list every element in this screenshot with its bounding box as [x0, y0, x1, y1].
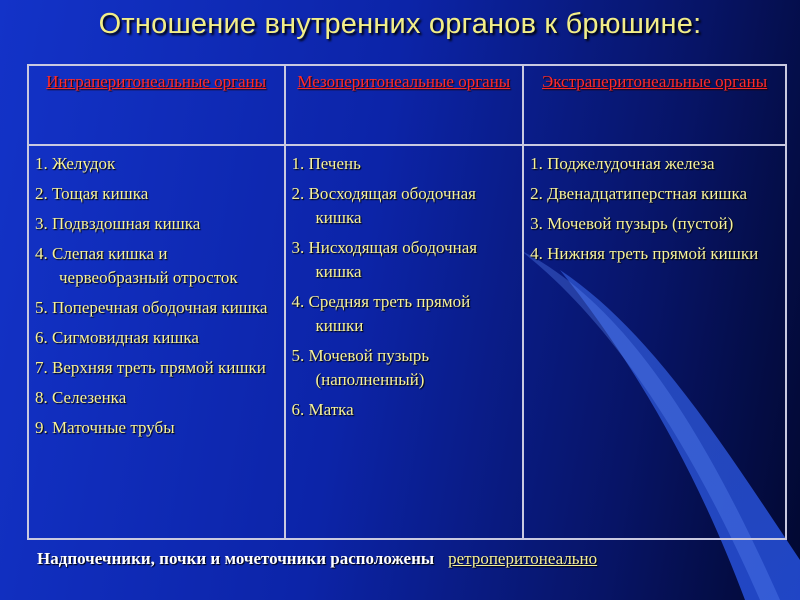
header-extraperitoneal	[523, 65, 786, 145]
list-item: 5. Поперечная ободочная кишка	[35, 298, 268, 317]
list-item: 3. Нисходящая ободочная кишка	[291, 238, 478, 281]
header-mesoperitoneal	[285, 65, 524, 145]
header-intraperitoneal	[28, 65, 285, 145]
footer-note	[37, 549, 597, 569]
list-item: 1. Желудок	[35, 154, 116, 173]
table-body-row	[28, 145, 786, 539]
slide-title: Отношение внутренних органов к брюшине:	[98, 8, 702, 40]
organs-table	[27, 64, 787, 540]
list-item: 4. Нижняя треть прямой кишки	[530, 244, 759, 263]
intraperitoneal-list	[35, 152, 280, 440]
list-item: 9. Маточные трубы	[35, 418, 175, 437]
header-link-intraperitoneal[interactable]: Интраперитонеальные органы	[46, 72, 267, 91]
list-item: 6. Матка	[291, 400, 354, 419]
list-item: 7. Верхняя треть прямой кишки	[35, 358, 266, 377]
header-link-extraperitoneal[interactable]: Экстраперитонеальные органы	[541, 72, 768, 91]
table-header-row	[28, 65, 786, 145]
extraperitoneal-list	[530, 152, 781, 266]
list-item: 4. Слепая кишка и червеобразный отросток	[35, 244, 238, 287]
footer-text: Надпочечники, почки и мочеточники расположены	[37, 549, 435, 568]
list-item: 4. Средняя треть прямой кишки	[291, 292, 471, 335]
extraperitoneal-cell	[523, 145, 786, 539]
mesoperitoneal-list	[292, 152, 519, 422]
list-item: 1. Печень	[291, 154, 361, 173]
retroperitoneal-link[interactable]: ретроперитонеально	[448, 549, 598, 568]
intraperitoneal-cell	[28, 145, 285, 539]
list-item: 2. Тощая кишка	[35, 184, 149, 203]
list-item: 3. Мочевой пузырь (пустой)	[530, 214, 734, 233]
header-link-mesoperitoneal[interactable]: Мезоперитонеальные органы	[297, 72, 511, 91]
list-item: 6. Сигмовидная кишка	[35, 328, 199, 347]
list-item: 3. Подвздошная кишка	[35, 214, 201, 233]
list-item: 8. Селезенка	[35, 388, 127, 407]
list-item: 1. Поджелудочная железа	[530, 154, 715, 173]
list-item: 5. Мочевой пузырь (наполненный)	[291, 346, 430, 389]
mesoperitoneal-cell	[285, 145, 524, 539]
list-item: 2. Двенадцатиперстная кишка	[530, 184, 748, 203]
list-item: 2. Восходящая ободочная кишка	[291, 184, 477, 227]
